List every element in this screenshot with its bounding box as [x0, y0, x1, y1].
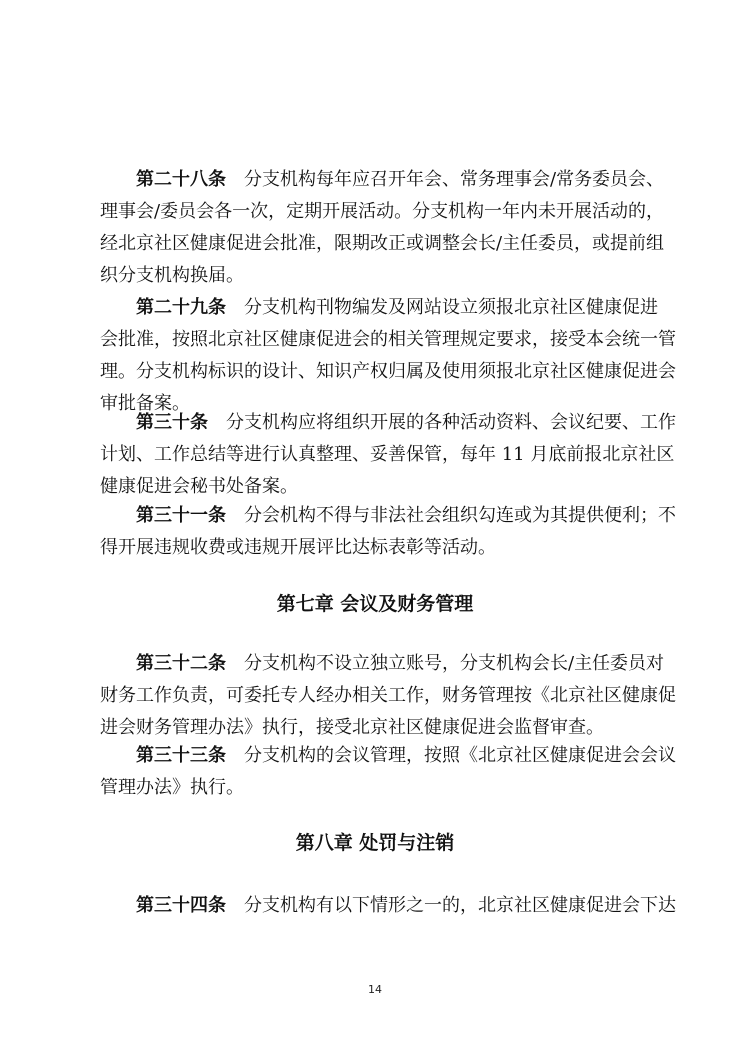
article-text-line: 分支机构刊物编发及网站设立须报北京社区健康促进: [244, 297, 658, 318]
article-text-line: 分支机构每年应召开年会、常务理事会/常务委员会、: [244, 169, 665, 190]
article-label: 第三十一条: [136, 505, 226, 526]
article-text-line: 织分支机构换届。: [100, 265, 244, 286]
article-31: [100, 500, 676, 564]
page-number: 14: [368, 983, 382, 996]
article-text-line: 计划、工作总结等进行认真整理、妥善保管，每年 11 月底前报北京社区: [100, 444, 675, 465]
article-text-line: 审批备案。: [100, 393, 190, 414]
article-text-line: 分支机构的会议管理，按照《北京社区健康促进会会议: [244, 745, 676, 766]
article-text-line: 得开展违规收费或违规开展评比达标表彰等活动。: [100, 537, 496, 558]
article-text-line: 会批准，按照北京社区健康促进会的相关管理规定要求，接受本会统一管: [100, 329, 676, 350]
chapter-heading: 第七章 会议及财务管理: [276, 593, 474, 615]
article-label: 第二十九条: [136, 297, 226, 318]
article-label: 第三十条: [136, 412, 208, 433]
article-label: 第三十二条: [136, 653, 226, 674]
article-text-line: 分会机构不得与非法社会组织勾连或为其提供便利；不: [244, 505, 676, 526]
article-text-line: 管理办法》执行。: [100, 777, 244, 798]
article-label: 第二十八条: [136, 169, 226, 190]
article-text-line: 分支机构不设立独立账号，分支机构会长/主任委员对: [244, 653, 665, 674]
article-33: [100, 740, 676, 804]
article-29: [100, 292, 676, 420]
article-28: [100, 164, 665, 292]
article-text-line: 经北京社区健康促进会批准，限期改正或调整会长/主任委员，或提前组: [100, 233, 665, 254]
article-text-line: 健康促进会秘书处备案。: [100, 476, 298, 497]
article-text-line: 理。分支机构标识的设计、知识产权归属及使用须报北京社区健康促进会: [100, 361, 676, 382]
article-text-line: 分支机构应将组织开展的各种活动资料、会议纪要、工作: [226, 412, 676, 433]
article-34: [100, 890, 676, 922]
article-text-line: 进会财务管理办法》执行，接受北京社区健康促进会监督审查。: [100, 717, 604, 738]
article-text-line: 财务工作负责，可委托专人经办相关工作，财务管理按《北京社区健康促: [100, 685, 676, 706]
article-text-line: 理事会/委员会各一次，定期开展活动。分支机构一年内未开展活动的，: [100, 201, 665, 222]
article-label: 第三十四条: [136, 895, 226, 916]
article-30: [100, 407, 676, 503]
article-32: [100, 648, 676, 744]
article-label: 第三十三条: [136, 745, 226, 766]
article-text-line: 分支机构有以下情形之一的，北京社区健康促进会下达: [244, 895, 676, 916]
chapter-heading: 第八章 处罚与注销: [295, 832, 455, 854]
